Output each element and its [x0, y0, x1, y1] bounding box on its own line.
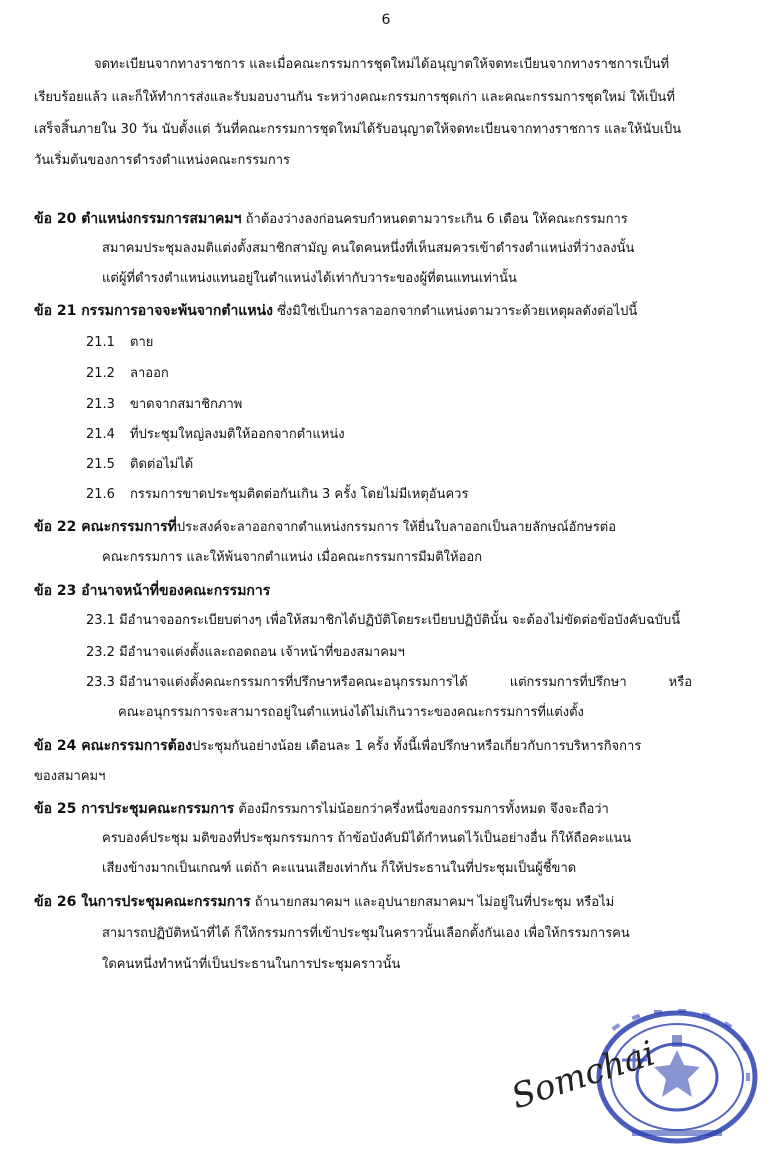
- clause-23-item-1: 23.1 มีอำนาจออกระเบียบต่างๆ เพื่อให้สมาชิกได้ปฏิบัติโดยระเบียบปฏิบัตินั้น จะต้องไม่ขัดต่อข้อบังคับฉบับนี้: [86, 613, 681, 628]
- list-item: [86, 426, 345, 444]
- list-item: [86, 334, 153, 352]
- clause-22-heading: ข้อ 22 คณะกรรมการที่: [34, 519, 177, 535]
- clause-25-line-3: เสียงข้างมากเป็นเกณฑ์ แต่ถ้า คะแนนเสียงเท่ากัน ก็ให้ประธานในที่ประชุมเป็นผู้ชี้ขาด: [102, 861, 577, 876]
- intro-line-1: จดทะเบียนจากทางราชการ และเมื่อคณะกรรมการชุดใหม่ได้อนุญาตให้จดทะเบียนจากทางราชการเป็นที่: [94, 57, 670, 72]
- signature: [506, 1033, 660, 1130]
- clause-25-line-1: [34, 800, 609, 819]
- list-item: [86, 396, 242, 414]
- clause-24-line-1: [34, 737, 641, 756]
- clause-24-text: ประชุมกันอย่างน้อย เดือนละ 1 ครั้ง ทั้งนี้เพื่อปรึกษาหรือเกี่ยวกับการบริหารกิจการ: [192, 739, 642, 754]
- clause-25-text: ต้องมีกรรมการไม่น้อยกว่าครึ่งหนึ่งของกรรมการทั้งหมด จึงจะถือว่า: [234, 802, 609, 817]
- clause-25-heading: ข้อ 25 การประชุมคณะกรรมการ: [34, 801, 235, 817]
- item-number: 21.2: [86, 366, 115, 381]
- clause-21-text: ซึ่งมิใช่เป็นการลาออกจากตำแหน่งตามวาระด้วยเหตุผลดังต่อไปนี้: [272, 304, 638, 319]
- signature-text: Somchai: [506, 1033, 660, 1118]
- item-text: ที่ประชุมใหญ่ลงมติให้ออกจากตำแหน่ง: [130, 427, 345, 442]
- item-number: 21.1: [86, 335, 115, 350]
- clause-20-line-1: [34, 210, 628, 229]
- clause-20-text: ถ้าต้องว่างลงก่อนครบกำหนดตามวาระเกิน 6 เดือน ให้คณะกรรมการ: [241, 212, 628, 227]
- item-text: ตาย: [130, 335, 154, 350]
- item-text: ลาออก: [130, 366, 169, 381]
- clause-20-heading: ข้อ 20 ตำแหน่งกรรมการสมาคมฯ: [34, 211, 242, 227]
- list-item: [86, 456, 193, 474]
- item-number: 21.4: [86, 427, 115, 442]
- clause-21-heading: ข้อ 21 กรรมการอาจจะพ้นจากตำแหน่ง: [34, 303, 273, 319]
- clause-23-item-2: 23.2 มีอำนาจแต่งตั้งและถอดถอน เจ้าหน้าที่ของสมาคมฯ: [86, 645, 405, 660]
- item-text: ขาดจากสมาชิกภาพ: [130, 397, 243, 412]
- clause-24-heading: ข้อ 24 คณะกรรมการต้อง: [34, 738, 193, 754]
- item-text: ติดต่อไม่ได้: [130, 457, 194, 472]
- intro-line-4: วันเริ่มต้นของการดำรงตำแหน่งคณะกรรมการ: [34, 153, 291, 168]
- list-item: [86, 365, 169, 383]
- clause-20-line-3: แต่ผู้ที่ดำรงตำแหน่งแทนอยู่ในตำแหน่งได้เท่ากับวาระของผู้ที่ตนแทนเท่านั้น: [102, 271, 517, 286]
- clause-23-heading: ข้อ 23 อำนาจหน้าที่ของคณะกรรมการ: [34, 583, 271, 599]
- clause-23-item-3-b: แต่กรรมการที่ปรึกษา: [509, 675, 627, 690]
- list-item: [86, 486, 468, 504]
- clause-21-line-1: [34, 302, 637, 321]
- clause-26-line-2: สามารถปฏิบัติหน้าที่ได้ ก็ให้กรรมการที่เข้าประชุมในคราวนั้นเลือกตั้งกันเอง เพื่อให้กรรมการคน: [102, 926, 630, 941]
- clause-24-line-2: ของสมาคมฯ: [34, 769, 106, 784]
- item-number: 21.6: [86, 487, 115, 502]
- clause-22-line-1: [34, 518, 616, 537]
- clause-26-line-1: [34, 893, 614, 912]
- item-text: กรรมการขาดประชุมติดต่อกันเกิน 3 ครั้ง โดยไม่มีเหตุอันควร: [130, 487, 469, 502]
- intro-line-2: เรียบร้อยแล้ว และก็ให้ทำการส่งและรับมอบงานกัน ระหว่างคณะกรรมการชุดเก่า และคณะกรรมการชุดใหม่ ให้เป็นที่: [34, 90, 675, 105]
- clause-26-line-3: ใดคนหนึ่งทำหน้าที่เป็นประธานในการประชุมคราวนั้น: [102, 957, 401, 972]
- clause-23-item-3-a: 23.3 มีอำนาจแต่งตั้งคณะกรรมการที่ปรึกษาหรือคณะอนุกรรมการได้: [86, 675, 468, 690]
- clause-22-line-2: คณะกรรมการ และให้พ้นจากตำแหน่ง เมื่อคณะกรรมการมีมติให้ออก: [102, 550, 483, 565]
- clause-23-item-3-c: หรือ: [668, 675, 692, 690]
- clause-26-text: ถ้านายกสมาคมฯ และอุปนายกสมาคมฯ ไม่อยู่ในที่ประชุม หรือไม่: [250, 895, 615, 910]
- clause-23-item-3-cont: คณะอนุกรรมการจะสามารถอยู่ในตำแหน่งได้ไม่เกินวาระของคณะกรรมการที่แต่งตั้ง: [118, 705, 584, 720]
- clause-20-line-2: สมาคมประชุมลงมติแต่งตั้งสมาชิกสามัญ คนใดคนหนึ่งที่เห็นสมควรเข้าดำรงตำแหน่งที่ว่างลงนั้น: [102, 241, 635, 256]
- page-number: 6: [381, 12, 391, 28]
- item-number: 21.5: [86, 457, 115, 472]
- clause-22-text: ประสงค์จะลาออกจากตำแหน่งกรรมการ ให้ยื่นใบลาออกเป็นลายลักษณ์อักษรต่อ: [176, 520, 617, 535]
- item-number: 21.3: [86, 397, 115, 412]
- intro-line-3: เสร็จสิ้นภายใน 30 วัน นับตั้งแต่ วันที่คณะกรรมการชุดใหม่ได้รับอนุญาตให้จดทะเบียนจากทางราชการ และให้นับเป็น: [34, 122, 682, 137]
- clause-26-heading: ข้อ 26 ในการประชุมคณะกรรมการ: [34, 894, 251, 910]
- clause-23-item-3: [86, 674, 692, 692]
- clause-25-line-2: ครบองค์ประชุม มติของที่ประชุมกรรมการ ถ้าข้อบังคับมิได้กำหนดไว้เป็นอย่างอื่น ก็ให้ถือคะแนน: [102, 831, 632, 846]
